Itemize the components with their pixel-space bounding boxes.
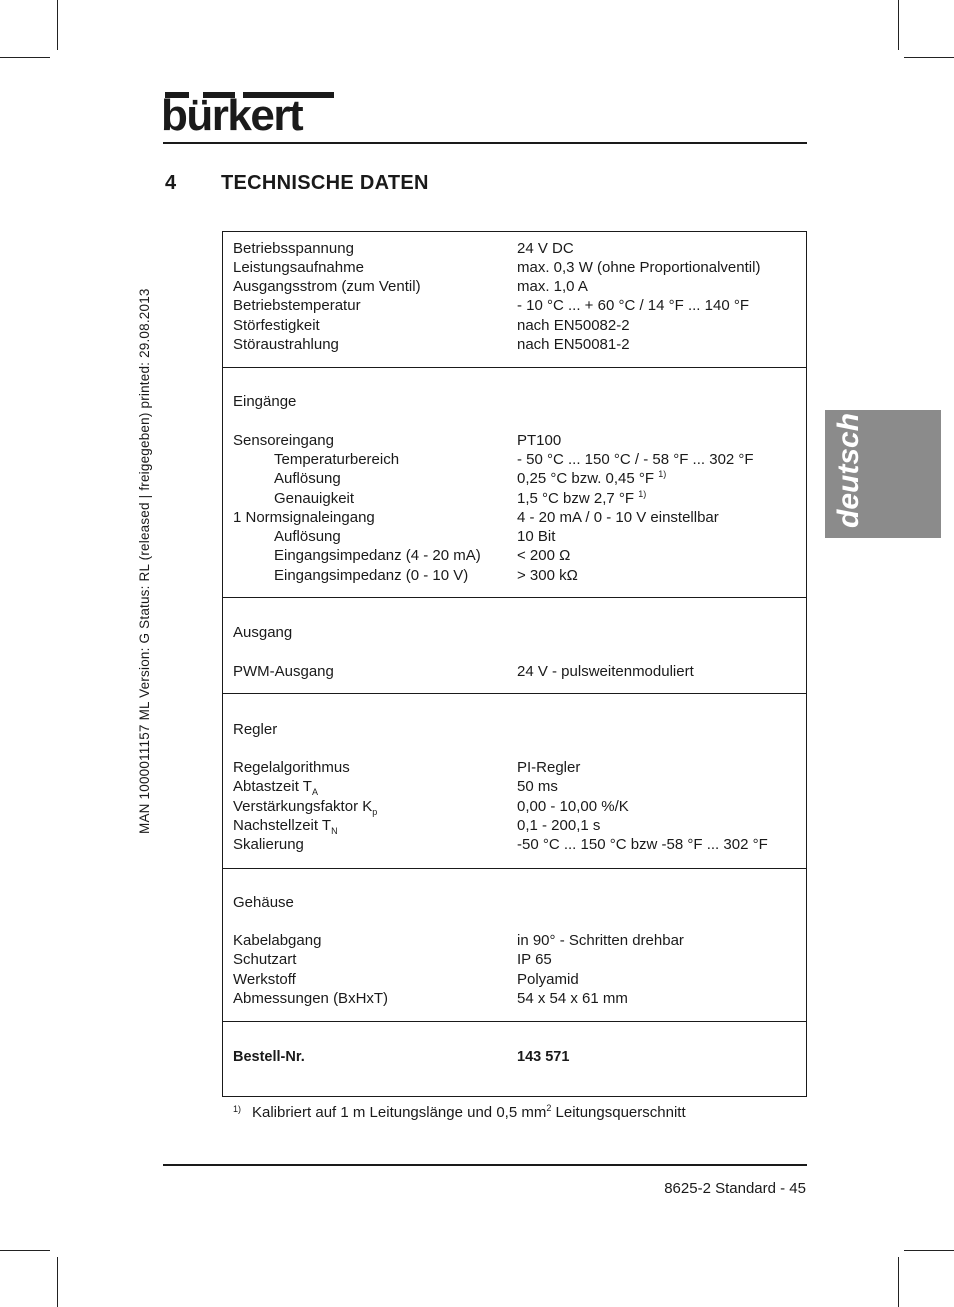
- spec-row: Eingangsimpedanz (0 - 10 V) > 300 kΩ: [274, 567, 578, 584]
- spec-row: Störaustrahlung nach EN50081-2: [233, 336, 630, 353]
- spec-row: Skalierung -50 °C ... 150 °C bzw -58 °F ... 302 °F: [233, 836, 768, 853]
- logo-text: bürkert: [161, 91, 303, 140]
- section-number: 4: [165, 172, 177, 194]
- document-status-text: MAN 1000011157 ML Version: G Status: RL (released | freigegeben) printed: 29.08.2013: [137, 288, 152, 834]
- section-title: TECHNISCHE DATEN: [221, 172, 429, 194]
- crop-mark: [57, 0, 58, 50]
- spec-row: Betriebsspannung 24 V DC: [233, 240, 574, 257]
- table-divider: [223, 693, 806, 694]
- table-divider: [223, 597, 806, 598]
- footnote-ref: 1): [638, 489, 647, 499]
- page-footer: 8625-2 Standard - 45: [664, 1180, 806, 1197]
- spec-row: Kabelabgang in 90° - Schritten drehbar: [233, 932, 684, 949]
- footnote-mark: 1): [233, 1104, 242, 1114]
- table-divider: [223, 868, 806, 869]
- spec-row: Temperaturbereich - 50 °C ... 150 °C / - 58 °F ... 302 °F: [274, 451, 754, 468]
- footer-rule: [163, 1164, 807, 1166]
- crop-mark: [0, 1250, 50, 1251]
- spec-table: [222, 231, 807, 1097]
- spec-row: Störfestigkeit nach EN50082-2: [233, 317, 630, 334]
- spec-row: Auflösung 0,25 °C bzw. 0,45 °F $^{1)}$: [274, 469, 667, 487]
- spec-row: Ausgangsstrom (zum Ventil) max. 1,0 A: [233, 278, 588, 295]
- table-divider: [223, 1021, 806, 1022]
- spec-row: 1 Normsignaleingang 4 - 20 mA / 0 - 10 V einstellbar: [233, 509, 719, 526]
- group-heading: Gehäuse: [233, 894, 294, 911]
- spec-row: Schutzart IP 65: [233, 951, 552, 968]
- spec-row: Betriebstemperatur - 10 °C ... + 60 °C / 14 °F ... 140 °F: [233, 297, 750, 314]
- spec-row: Abtastzeit $T_A$ 50 ms: [233, 778, 558, 797]
- spec-row: Verstärkungsfaktor $K_p$ 0,00 - 10,00 %/K: [233, 798, 629, 817]
- spec-row: Sensoreingang PT100: [233, 432, 562, 449]
- spec-row: PWM-Ausgang 24 V - pulsweitenmoduliert: [233, 663, 694, 680]
- crop-mark: [0, 57, 50, 58]
- group-heading: Eingänge: [233, 393, 297, 410]
- spec-row: Nachstellzeit $T_N$ 0,1 - 200,1 s: [233, 817, 601, 836]
- spec-row: Regelalgorithmus PI-Regler: [233, 759, 581, 776]
- spec-row: Werkstoff Polyamid: [233, 971, 579, 988]
- table-divider: [223, 367, 806, 368]
- spec-row: Leistungsaufnahme max. 0,3 W (ohne Proportionalventil): [233, 259, 761, 276]
- header-rule: [163, 142, 807, 144]
- burkert-logo: [163, 92, 334, 139]
- crop-mark: [904, 1250, 954, 1251]
- crop-mark: [898, 1257, 899, 1307]
- footnote-text: Kalibriert auf 1 m Leitungslänge und 0,5 $mm^2$ Leitungsquerschnitt: [252, 1103, 686, 1121]
- footnote-ref: 1): [658, 469, 667, 479]
- spec-row: Auflösung 10 Bit: [274, 528, 556, 545]
- group-heading: Regler: [233, 721, 278, 738]
- crop-mark: [898, 0, 899, 50]
- order-number-row: Bestell-Nr. 143 571: [233, 1049, 570, 1065]
- spec-row: Abmessungen (BxHxT) 54 x 54 x 61 mm: [233, 990, 628, 1007]
- crop-mark: [57, 1257, 58, 1307]
- spec-row: Genauigkeit 1,5 °C bzw 2,7 °F $^{1)}$: [274, 489, 647, 507]
- language-tab-label: deutsch: [832, 412, 865, 528]
- spec-row: Eingangsimpedanz (4 - 20 mA) < 200 Ω: [274, 547, 571, 564]
- group-heading: Ausgang: [233, 624, 293, 641]
- crop-mark: [904, 57, 954, 58]
